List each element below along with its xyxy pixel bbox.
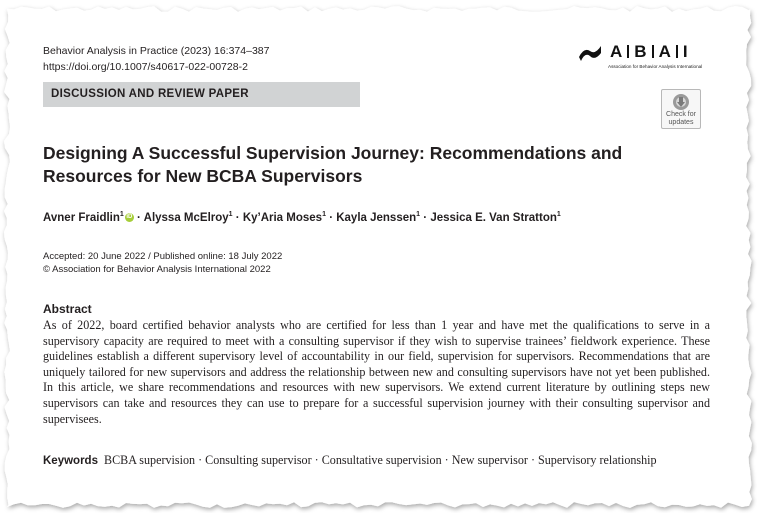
section-label-bar xyxy=(43,82,360,107)
abstract-heading: Abstract xyxy=(43,302,92,316)
check-for-updates-badge[interactable] xyxy=(661,89,701,129)
author-affiliation: 1 xyxy=(228,211,233,218)
paper-title: Designing A Successful Supervision Journey: Recommendations and Resources for New BCBA Supervisors xyxy=(43,143,623,186)
author-name[interactable]: Kayla Jenssen xyxy=(336,211,417,224)
abstract-text: As of 2022, board certified behavior analysts who are certified for less than 1 year and have met the qualifications to serve in a supervisory capacity are required to meet with a consulting supervisor if they wish to supervise trainees’ fieldwork experience. These guidelines establish a different supervisory level of accountability in our field, supervision for supervisors. Recommendations that are uniquely tailored for new supervisors and address the relationship between new and consulting supervisors have not yet been published. In this article, we share recommendations and resources with new supervisors. We extend current literature by outlining steps new supervisors can take and resources they can use to prepare for a successful supervision journey with their consulting supervisor and supervisees. xyxy=(43,318,710,426)
keywords-text: BCBA supervision · Consulting supervisor · Consultative supervision · New supervisor · Supervisory relationship xyxy=(104,453,657,467)
orcid-icon[interactable]: iD xyxy=(126,213,133,220)
author-separator: · xyxy=(235,211,240,224)
author-separator: · xyxy=(329,211,334,224)
copyright-notice: © Association for Behavior Analysis International 2022 xyxy=(43,264,271,275)
author-name[interactable]: Jessica E. Van Stratton xyxy=(430,211,557,224)
author-affiliation: 1 xyxy=(416,211,421,218)
author-separator: · xyxy=(423,211,428,224)
check-updates-icon xyxy=(672,93,690,111)
author-affiliation: 1 xyxy=(119,211,124,218)
doi-link[interactable]: https://doi.org/10.1007/s40617-022-00728-2 xyxy=(43,61,248,73)
author-list xyxy=(43,211,561,224)
author-affiliation: 1 xyxy=(322,211,326,218)
journal-citation: Behavior Analysis in Practice (2023) 16:374–387 xyxy=(43,45,270,57)
abai-mark-icon xyxy=(578,44,602,64)
keywords xyxy=(43,453,683,470)
publication-dates: Accepted: 20 June 2022 / Published online: 18 July 2022 xyxy=(43,251,283,262)
author-name[interactable]: Avner Fraidlin xyxy=(43,211,120,224)
author-name[interactable]: Ky’Aria Moses xyxy=(242,211,323,224)
author-separator: · xyxy=(137,211,141,224)
check-updates-label: Check for updates xyxy=(666,111,696,126)
abai-logo xyxy=(578,41,702,75)
abai-logo-subtitle: Association for Behavior Analysis International xyxy=(608,64,703,69)
keywords-label: Keywords xyxy=(43,455,98,467)
author-affiliation: 1 xyxy=(556,211,561,218)
abai-logo-letters: A B A I xyxy=(610,42,688,61)
author-name[interactable]: Alyssa McElroy xyxy=(143,211,229,224)
section-label: DISCUSSION AND REVIEW PAPER xyxy=(51,88,249,100)
